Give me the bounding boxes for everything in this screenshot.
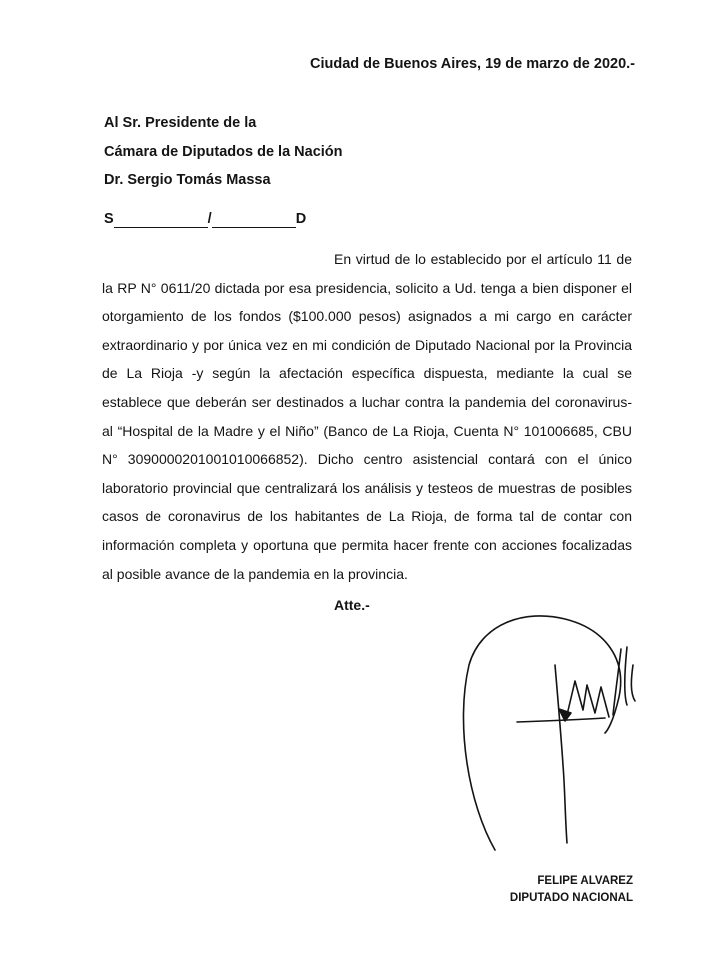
- sd-separator: /: [207, 211, 212, 227]
- sd-start: S: [104, 211, 114, 227]
- place-date: Ciudad de Buenos Aires, 19 de marzo de 2020.-: [309, 56, 635, 72]
- sd-blank-2: [212, 213, 296, 228]
- addressee-line-1: Al Sr. Presidente de la: [104, 115, 257, 131]
- signer-block: [510, 873, 633, 907]
- sd-end: D: [295, 211, 307, 227]
- addressee-line-3: Dr. Sergio Tomás Massa: [104, 172, 271, 188]
- signer-title: DIPUTADO NACIONAL: [509, 892, 633, 904]
- closing-text: Atte.-: [334, 597, 370, 613]
- addressee-line-2: Cámara de Diputados de la Nación: [104, 143, 343, 160]
- signer-name: FELIPE ALVAREZ: [537, 875, 633, 887]
- addressee-block: [104, 114, 343, 228]
- body-paragraph: En virtud de lo establecido por el artículo 11 de la RP N° 0611/20 dictada por esa presidencia, solicito a Ud. tenga a bien disponer el otorgamiento de los fondos ($100.000 pesos) asignados a mi cargo en carácter extraordinario y por única vez en mi condición de Diputado Nacional por la Provincia de La Rioja -y según la afectación específica dispuesta, mediante la cual se establece que deberán ser destinados a luchar contra la pandemia del coronavirus- al “Hospital de la Madre y el Niño” (Banco de La Rioja, Cuenta N° 101006685, CBU N° 3090000201001010066852). Dicho centro asistencial contará con el único laboratorio provincial que centralizará los análisis y testeos de muestras de posibles casos de coronavirus de los habitantes de La Rioja, de forma tal de contar con información completa y oportuna que permita hacer frente con acciones focalizadas al posible avance de la pandemia en la provincia.: [102, 251, 632, 582]
- addressee-sd-line: [104, 200, 343, 229]
- signature-icon: [455, 605, 655, 875]
- sd-blank-1: [114, 213, 208, 228]
